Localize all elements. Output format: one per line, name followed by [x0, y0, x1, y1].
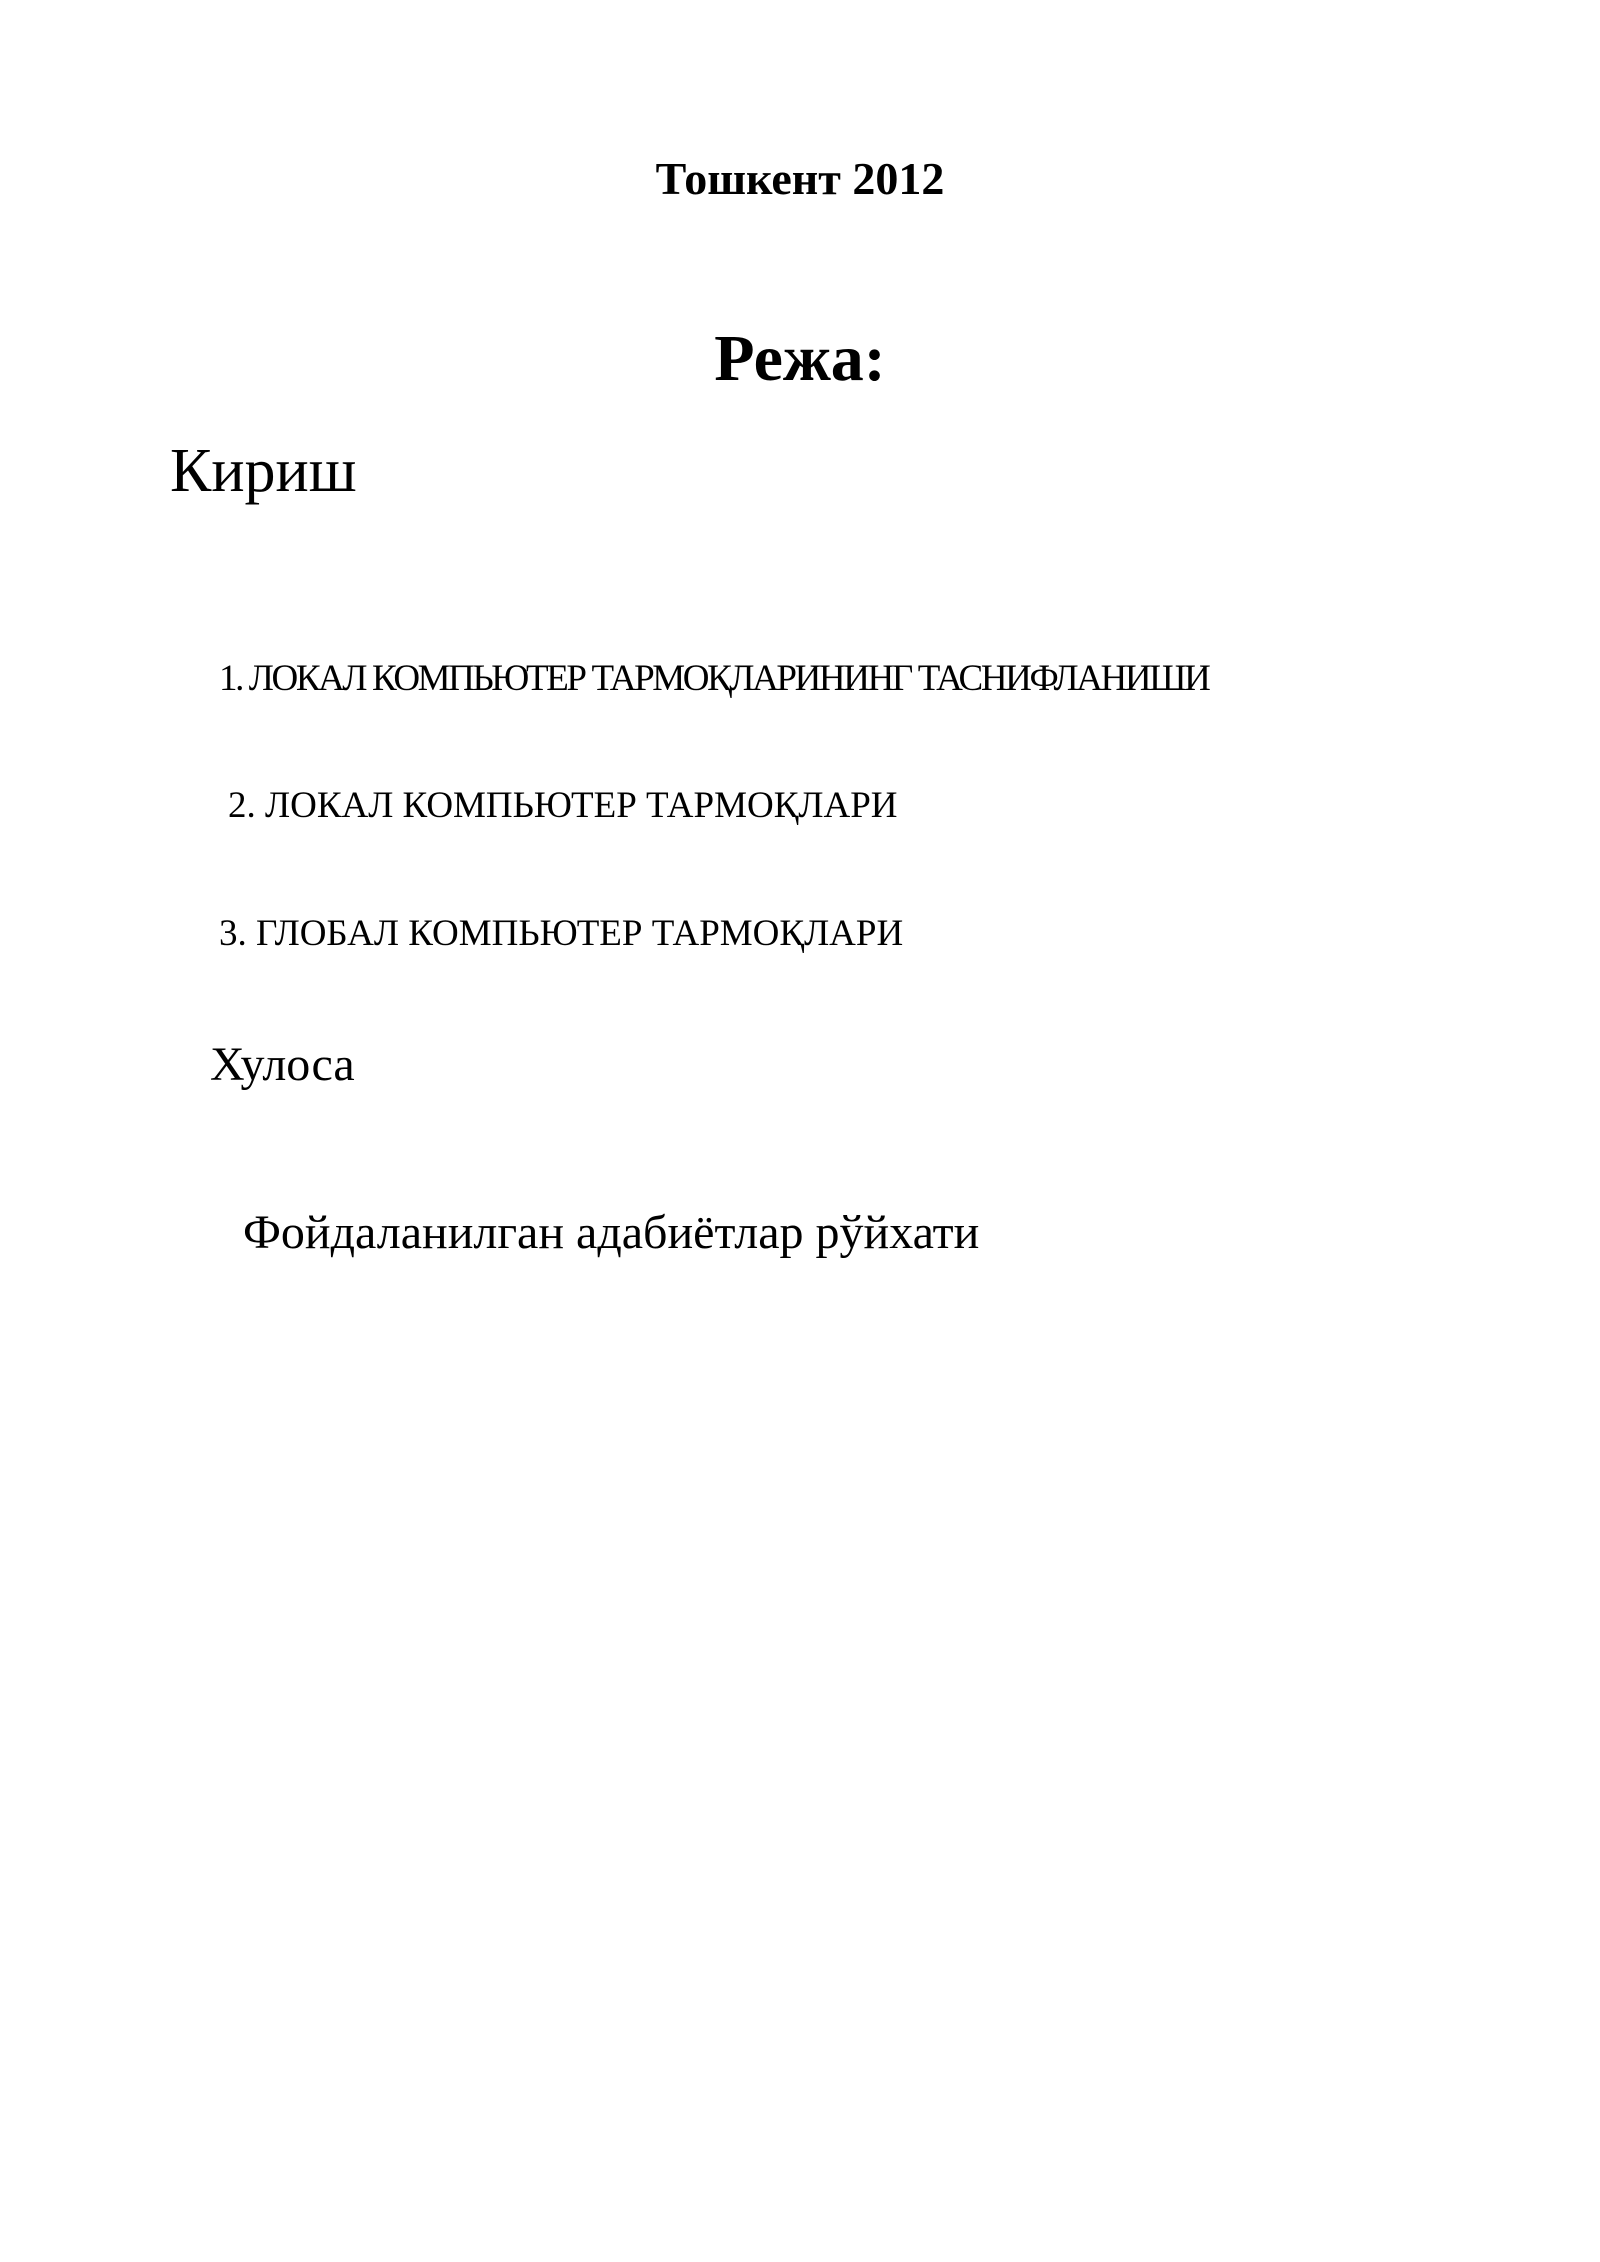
plan-item: 3. ГЛОБАЛ КОМПЬЮТЕР ТАРМОҚЛАРИ	[219, 913, 904, 954]
plan-item: 2. ЛОКАЛ КОМПЬЮТЕР ТАРМОҚЛАРИ	[228, 785, 898, 826]
intro-heading: Кириш	[170, 437, 357, 505]
city-year-heading: Тошкент 2012	[655, 153, 945, 204]
plan-title: Режа:	[714, 322, 886, 395]
references-heading: Фойдаланилган адабиётлар рўйхати	[243, 1206, 980, 1259]
conclusion-heading: Хулоса	[210, 1038, 355, 1091]
plan-item: 1. ЛОКАЛ КОМПЬЮТЕР ТАРМОҚЛАРИНИНГ ТАСНИФЛАНИШИ	[219, 658, 1209, 699]
